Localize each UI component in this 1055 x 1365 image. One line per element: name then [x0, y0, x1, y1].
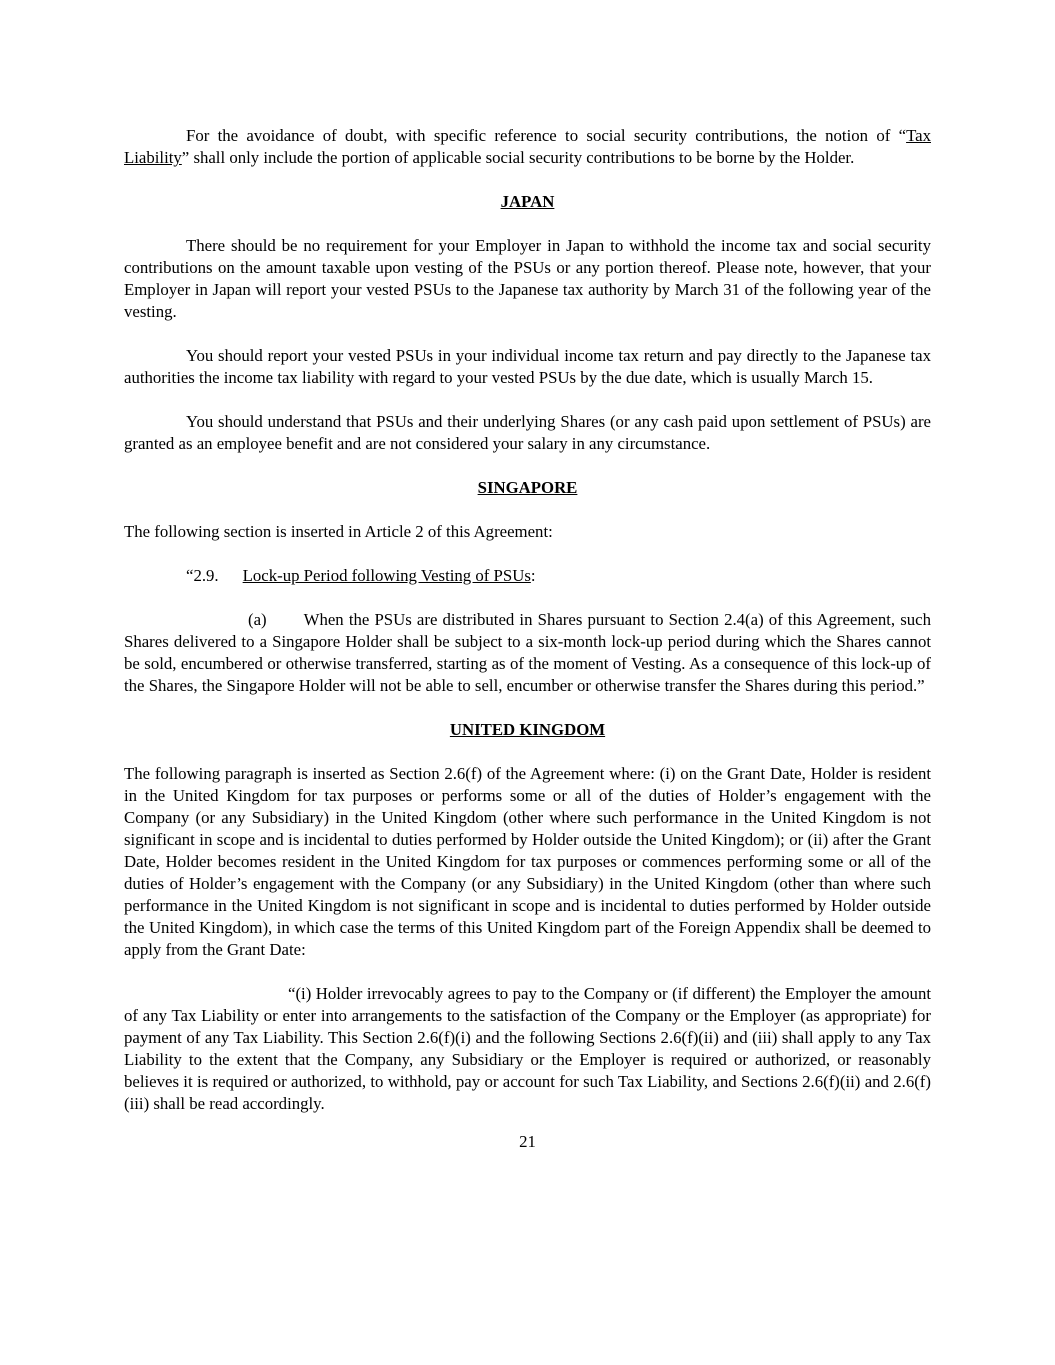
- singapore-intro-paragraph: The following section is inserted in Article 2 of this Agreement:: [124, 522, 553, 541]
- section-2-9-title: Lock-up Period following Vesting of PSUs: [242, 566, 531, 585]
- singapore-heading-text: SINGAPORE: [477, 478, 578, 497]
- japan-heading: [124, 191, 931, 213]
- intro-text-pre: For the avoidance of doubt, with specific reference to social security contributions, the notion of “: [186, 126, 907, 145]
- item-a-text: When the PSUs are distributed in Shares pursuant to Section 2.4(a) of this Agreement, such Shares delivered to a Singapore Holder shall be subject to a six-month lock-up period during which the Shares cannot be sold, encumbered or otherwise transferred, starting as of the moment of Vesting. As a consequence of this lock-up of the Shares, the Singapore Holder will not be able to sell, encumber or otherwise transfer the Shares during this period.”: [124, 610, 931, 695]
- uk-paragraph-2: “(i) Holder irrevocably agrees to pay to the Company or (if different) the Employer the amount of any Tax Liability or enter into arrangements to the satisfaction of the Company or the Employer (as appropriate) for payment of any Tax Liability. This Section 2.6(f)(i) and the following Sections 2.6(f)(ii) and (iii) shall apply to any Tax Liability to the extent that the Company, any Subsidiary or the Employer is required or authorized, or reasonably believes it is required or authorized, to withhold, pay or account for such Tax Liability, and Sections 2.6(f)(ii) and 2.6(f)(iii) shall be read accordingly.: [124, 984, 931, 1113]
- intro-paragraph: [124, 125, 931, 169]
- japan-paragraph-2: You should report your vested PSUs in your individual income tax return and pay directly to the Japanese tax authorities the income tax liability with regard to your vested PSUs by the due date, which is usually March 15.: [124, 346, 931, 387]
- united-kingdom-heading-text: UNITED KINGDOM: [449, 720, 606, 739]
- tax-liability-term: Tax Liability: [124, 126, 931, 167]
- singapore-item-a-paragraph: [124, 609, 931, 697]
- japan-heading-text: JAPAN: [500, 192, 555, 211]
- japan-paragraph-1: There should be no requirement for your Employer in Japan to withhold the income tax and social security contributions on the amount taxable upon vesting of the PSUs or any portion thereof. Please note, however, that your Employer in Japan will report your vested PSUs to the Japanese tax authority by March 31 of the following year of the vesting.: [124, 236, 931, 321]
- page-number: 21: [519, 1132, 536, 1151]
- section-2-9-number: “2.9.: [186, 566, 219, 585]
- japan-paragraph-3: You should understand that PSUs and their underlying Shares (or any cash paid upon settlement of PSUs) are granted as an employee benefit and are not considered your salary in any circumstance.: [124, 412, 931, 453]
- item-a-label: (a): [248, 610, 267, 629]
- section-2-9-colon: :: [530, 566, 536, 585]
- uk-paragraph-1: The following paragraph is inserted as Section 2.6(f) of the Agreement where: (i) on the Grant Date, Holder is resident in the United Kingdom for tax purposes or performs some or all of the duties of Holder’s engagement with the Company (or any Subsidiary) in the United Kingdom (other where such performance in the United Kingdom is not significant in scope and is incidental to duties performed by Holder outside the United Kingdom); or (ii) after the Grant Date, Holder becomes resident in the United Kingdom for tax purposes or commences performing some or all of the duties of Holder’s engagement with the Company (or any Subsidiary) in the United Kingdom (other than where such performance in the United Kingdom is not significant in scope and is incidental to duties performed by Holder outside the United Kingdom), in which case the terms of this United Kingdom part of the Foreign Appendix shall be deemed to apply from the Grant Date:: [124, 764, 931, 959]
- section-2-9-line: [124, 565, 931, 587]
- intro-text-post: ” shall only include the portion of applicable social security contributions to be borne by the Holder.: [181, 148, 855, 167]
- document-content: [124, 103, 931, 1153]
- singapore-heading: [124, 477, 931, 499]
- united-kingdom-heading: [124, 719, 931, 741]
